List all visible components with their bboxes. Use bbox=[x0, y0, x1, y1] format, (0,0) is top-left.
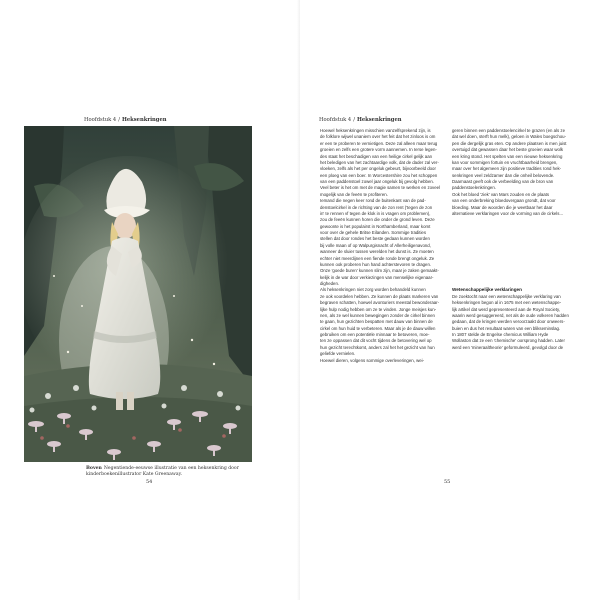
text-line: In 1807 stelde de Engelse chemicus William Hyde bbox=[452, 332, 549, 337]
caption-lead: Boven bbox=[86, 466, 102, 471]
text-line: voor over de gehele Britse Eilanden. Sommige tradities bbox=[320, 230, 426, 235]
text-line: van een paddenstoel zowel jaar ongeluk bij gevolg hebben. bbox=[320, 179, 434, 184]
fairy-ring-illustration bbox=[24, 126, 252, 462]
text-line: te gaan, hun gezichten bespatten met dauw van binnen de bbox=[320, 319, 433, 325]
text-line: Hoewel heksenkringen misschien vanzelfsprekend zijn, is bbox=[320, 128, 431, 133]
text-line: Daarnaast geeft ook de verbeelding van de bron van bbox=[452, 179, 554, 184]
text-line: bloeding. Maar de woorden die je weetbaar het daar bbox=[452, 204, 553, 210]
right-page bbox=[300, 0, 600, 600]
text-line: bij volle maan of op Walpurgisnacht of Allerheiligenavond, bbox=[320, 242, 431, 248]
text-line: in' te rennen vf tegen de klok in is vragen om problemen), bbox=[320, 210, 431, 216]
text-line: kan voor sommigen fortuin en vruchtbaarheid brengen, bbox=[452, 159, 558, 165]
text-line: Onze 'goede buren' kunnen slim zijn, maar je zaken gemaakt- bbox=[320, 268, 439, 274]
running-head-title: Heksenkringen bbox=[121, 117, 167, 123]
text-column-right bbox=[452, 128, 576, 351]
text-line: Ook het bloed 'ziek' van Mars zouden en de plaats bbox=[452, 191, 550, 197]
text-line: vloeken, zelfs als het per ongeluk gebeurt, bijvoorbeeld door bbox=[320, 166, 436, 172]
text-line: nen, als ze wel kunnen bewegingen zonder de cirkel binnen bbox=[320, 312, 435, 318]
text-line: buien en dus het resultaat waren van een blikseminslag. bbox=[452, 325, 561, 331]
text-line: van een onderbreking bloedovergaan grondt, dat voor bbox=[452, 198, 556, 204]
illustration-artwork bbox=[24, 126, 252, 462]
running-head-chapter: Hoofdstuk 4 bbox=[319, 117, 352, 123]
section-heading: Wetenschappelijke verklaringen bbox=[452, 287, 522, 293]
text-line: De zoektocht naar een wetenschappelijke verklaring van bbox=[452, 293, 561, 299]
text-line: geliefde vernielen. bbox=[320, 351, 356, 357]
text-line: Hoewel dieren, volgens sommige overleveringen, wei- bbox=[320, 357, 425, 363]
text-line: denstoelcirkel in de richting van de zon rent ('tegen de zon bbox=[320, 204, 433, 210]
running-head-title: Heksenkringen bbox=[356, 117, 402, 123]
text-line: des staat het beschadigen van een heilige cirkel gelijk aan bbox=[320, 153, 433, 159]
illustration-caption bbox=[86, 466, 266, 478]
text-line: senkringen veel zeldzamer dan die onheil belovende. bbox=[452, 172, 555, 178]
text-line: pen die dergelijk gras eten. Op andere plaatsen is men juist bbox=[452, 140, 567, 146]
text-line: er een te proberen te vernietigen. Deze zal alleen maar terug bbox=[320, 140, 438, 146]
text-line: Wollaston dat ze een 'chemische' oorsprong hadden. Later bbox=[452, 338, 565, 344]
text-line: zou de feeën kunnen horen die onder de grond leven. Deze bbox=[320, 217, 435, 223]
text-line: ten ze oppassen dat dit vocht tijdens de betovering wel op bbox=[320, 338, 432, 344]
text-line: een kring stond. Het spelten van een nieuwe heksenkring bbox=[452, 153, 563, 159]
text-line: Iemand die negen keer rond de buitenkant van de pad- bbox=[320, 198, 426, 204]
text-line: gedaan, dat de kringen werden veroorzaakt door onweers- bbox=[452, 319, 565, 325]
text-line: een ploeg van een boer. In Worcestershire zou het schoppen bbox=[320, 172, 438, 178]
text-line: lijk artikel dat werd gepresenteerd aan de Royal Society, bbox=[452, 306, 561, 312]
text-line: groeien en zelfs een grotere vorm aannemen. In Ierse legen- bbox=[320, 147, 437, 153]
page-number: 55 bbox=[444, 479, 451, 485]
running-head bbox=[319, 117, 402, 123]
text-column-left bbox=[320, 128, 444, 364]
text-line: het beledigen van het zachtaardige volk, dat de dader zal ver- bbox=[320, 159, 439, 165]
text-line: lijke hulp nodig hebben om ze te vinden. Jonge meisjes kun- bbox=[320, 306, 437, 312]
text-line: heksenkringen begon al in 1675 met een wetenschappe- bbox=[452, 300, 562, 306]
page-number: 54 bbox=[146, 479, 153, 485]
text-line: mogelijk van de feeën te profiteren. bbox=[320, 191, 388, 197]
running-head bbox=[84, 117, 167, 123]
text-line: gebruiken om een potentiële minnaar te betoveren, moe- bbox=[320, 332, 430, 337]
running-head-separator: / bbox=[118, 117, 120, 123]
running-head-separator: / bbox=[353, 117, 355, 123]
text-line: cirkel om hun huid te verbeteren. Maar als je de dauw willen bbox=[320, 325, 436, 331]
text-line: echter niet meerdijnen een fiende ronde brengt ongeluk. Ze bbox=[320, 255, 435, 261]
text-line: werd een 'mineraaltheorie' geformuleerd, gevolgd door de bbox=[452, 344, 564, 350]
text-line: geren binnen een paddenstoelencirkel te grazen (en als ze bbox=[452, 128, 566, 133]
text-line: paddenstoelenkringen. bbox=[452, 185, 496, 191]
text-line: maar over het algemeen zijn positieve tradities rond hek- bbox=[452, 166, 562, 172]
text-line: digheden. bbox=[320, 281, 340, 286]
text-line: Veel beter is het om met de magie samen te werken en zoveel bbox=[320, 185, 440, 191]
text-line: overtuigd dat gewassen daar het beste groeien waar wolk bbox=[452, 147, 564, 153]
text-line: kunnen ook proberen hun hand achterstevoren te dragen. bbox=[320, 261, 432, 267]
text-line: begraven schatten, hoewel avonturiers meestal bewonderaar- bbox=[320, 300, 440, 306]
running-head-chapter: Hoofdstuk 4 bbox=[84, 117, 117, 123]
text-line: de folklore wijwel unaniem over het feit dat het zinloos is om bbox=[320, 134, 436, 140]
text-line: gewoonte is het populairst in Northamberland, maar komt bbox=[320, 223, 431, 229]
text-line: wanneer de sluier tussen werelden het dunst is. Ze moeten bbox=[320, 249, 434, 255]
text-line: stellen dat door rondes het beste gedaan kunnen worden bbox=[320, 236, 430, 242]
text-line: Als heksenkringen niet zorg worden behandeld kunnen bbox=[320, 287, 426, 293]
text-line: waarin werd gesuggereerd, net als de oude volkeren hadden bbox=[452, 312, 569, 318]
text-line: hun gezicht terechtkomt, anders zal het het gezicht van hun bbox=[320, 344, 435, 350]
text-line: ze ook voordelen hebben. Ze kunnen de plaats markeren van bbox=[320, 293, 439, 299]
text-line: alternatieve verklaringen voor de vorming van de cirkels... bbox=[452, 210, 564, 216]
text-line: dat wel doen, sterft hun melk), geloen in Wales boegschou- bbox=[452, 134, 567, 140]
text-line: kelijk in de war door verkiezingen van menselijke eigenaar- bbox=[320, 274, 434, 280]
caption-text: Negentiende-eeuwse illustratie van een heksenkring door kinderboekenillustrator Kate Greenaway. bbox=[86, 466, 239, 477]
